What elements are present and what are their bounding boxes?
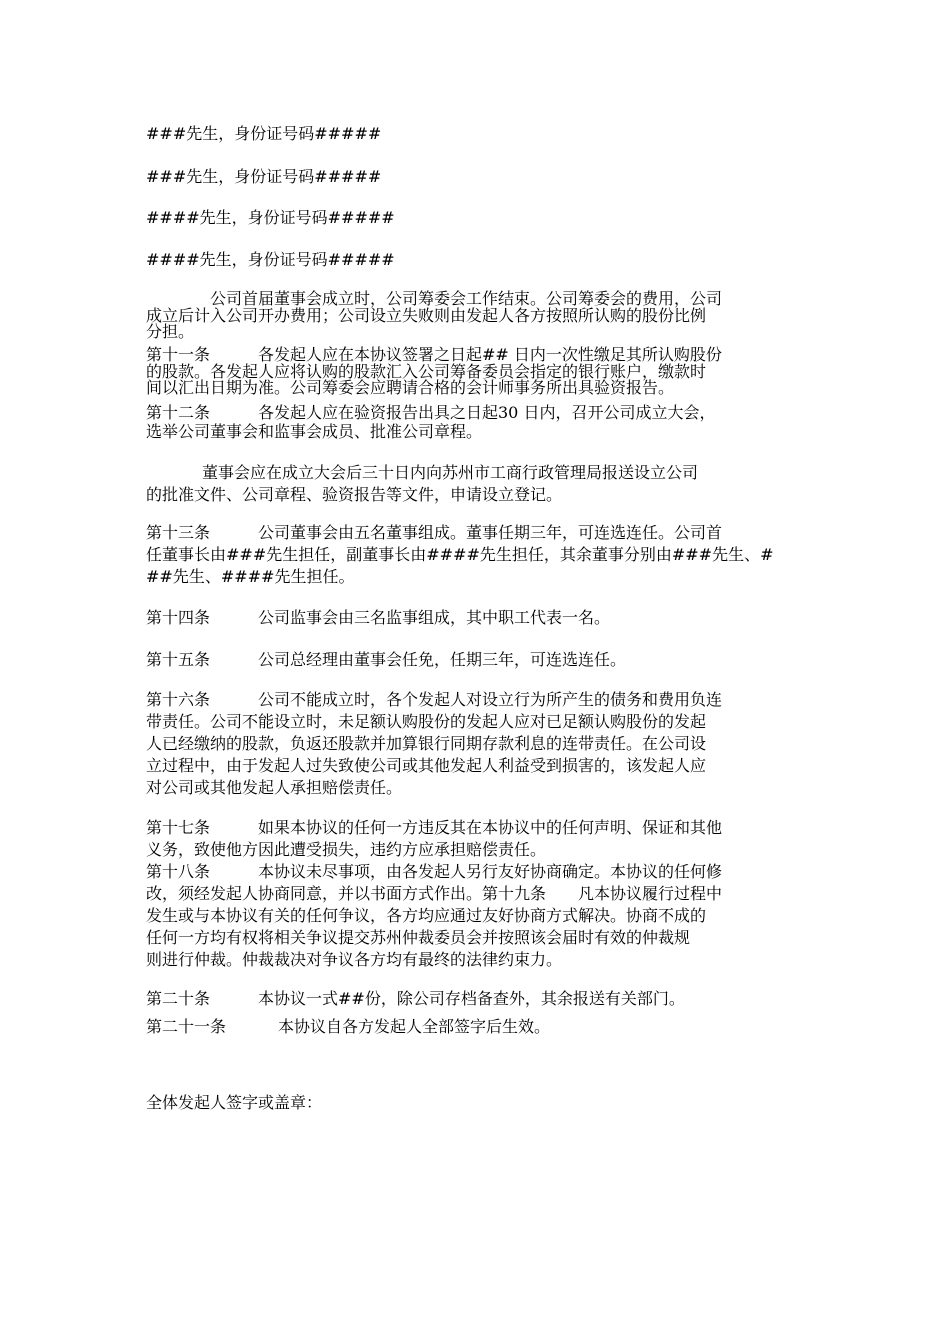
article-16: [146, 689, 808, 799]
paragraph-line: 分担。: [146, 322, 195, 341]
article-20: [146, 989, 685, 1009]
paragraph-line: 本协议未尽事项，由各发起人另行友好协商确定。本协议的任何修: [258, 862, 723, 881]
paragraph-line: 带责任。公司不能设立时，未足额认购股份的发起人应对已足额认购股份的发起: [146, 712, 707, 731]
paragraph-line: 人已经缴纳的股款，负返还股款并加算银行同期存款利息的连带责任。在公司设: [146, 734, 707, 753]
article-17: [146, 817, 808, 861]
paragraph-line: 成立后计入公司开办费用；公司设立失败则由发起人各方按照所认购的股份比例: [146, 305, 707, 325]
board-cost-paragraph: [146, 291, 808, 341]
article-number: 第二十一条: [146, 1017, 227, 1036]
paragraph-line: 的股款。各发起人应将认购的股款汇入公司筹备委员会指定的银行账户，缴款时: [146, 361, 707, 381]
paragraph-line: 各发起人应在本协议签署之日起## 日内一次性缴足其所认购股份: [258, 345, 722, 364]
article-text: 公司监事会由三名监事组成，其中职工代表一名。: [258, 608, 611, 627]
paragraph-line: 立过程中，由于发起人过失致使公司或其他发起人利益受到损害的，该发起人应: [146, 756, 707, 775]
paragraph-line: 间以汇出日期为准。公司筹委会应聘请合格的会计师事务所出具验资报告。: [146, 378, 675, 397]
article-number: 第十八条: [146, 862, 211, 881]
article-13: [146, 522, 808, 588]
article-number: 第十六条: [146, 690, 211, 709]
signature-label: 全体发起人签字或盖章：: [146, 1093, 323, 1112]
article-number: 第十七条: [146, 818, 211, 837]
article-number: 第十三条: [146, 523, 211, 542]
article-number: 第十四条: [146, 608, 211, 627]
person-line-2: ###先生，身份证号码#####: [146, 167, 382, 186]
article-text: 本协议自各方发起人全部签字后生效。: [278, 1017, 551, 1036]
article-text: 公司总经理由董事会任免，任期三年，可连选连任。: [258, 650, 627, 669]
paragraph-line: 义务，致使他方因此遭受损失，违约方应承担赔偿责任。: [146, 840, 547, 859]
person-line-3: ####先生，身份证号码#####: [146, 208, 395, 227]
paragraph-line: 董事会应在成立大会后三十日内向苏州市工商行政管理局报送设立公司: [202, 463, 699, 482]
article-text: 本协议一式##份，除公司存档备查外，其余报送有关部门。: [258, 989, 685, 1008]
article-number: 第十一条: [146, 345, 211, 364]
registration-paragraph: [146, 462, 808, 506]
paragraph-line: 选举公司董事会和监事会成员、批准公司章程。: [146, 422, 483, 441]
paragraph-line: 则进行仲裁。仲裁裁决对争议各方均有最终的法律约束力。: [146, 950, 563, 969]
article-15: [146, 650, 626, 670]
paragraph-line: 公司董事会由五名董事组成。董事任期三年，可连选连任。公司首: [258, 523, 723, 542]
paragraph-line: 公司首届董事会成立时，公司筹委会工作结束。公司筹委会的费用，公司: [210, 289, 723, 308]
article-12: [146, 403, 808, 441]
article-14: [146, 608, 610, 628]
paragraph-line: 对公司或其他发起人承担赔偿责任。: [146, 778, 403, 797]
paragraph-line: 改，须经发起人协商同意，并以书面方式作出。第十九条 凡本协议履行过程中: [146, 884, 723, 903]
article-number: 第十二条: [146, 403, 211, 422]
article-21: [146, 1017, 550, 1037]
paragraph-line: 的批准文件、公司章程、验资报告等文件，申请设立登记。: [146, 485, 563, 504]
person-line-4: ####先生，身份证号码#####: [146, 250, 395, 269]
article-18: [146, 861, 808, 971]
paragraph-line: ##先生、####先生担任。: [146, 567, 355, 586]
paragraph-line: 公司不能成立时，各个发起人对设立行为所产生的债务和费用负连: [258, 690, 723, 709]
article-number: 第二十条: [146, 989, 211, 1008]
paragraph-line: 各发起人应在验资报告出具之日起30 日内，召开公司成立大会，: [258, 403, 716, 422]
article-11: [146, 347, 808, 397]
paragraph-line: 任何一方均有权将相关争议提交苏州仲裁委员会并按照该会届时有效的仲裁规: [146, 928, 691, 947]
paragraph-line: 如果本协议的任何一方违反其在本协议中的任何声明、保证和其他: [258, 818, 723, 837]
paragraph-line: 任董事长由###先生担任，副董事长由####先生担任，其余董事分别由###先生、#: [146, 545, 774, 564]
person-line-1: ###先生，身份证号码#####: [146, 124, 382, 143]
article-number: 第十五条: [146, 650, 211, 669]
paragraph-line: 发生或与本协议有关的任何争议，各方均应通过友好协商方式解决。协商不成的: [146, 906, 707, 925]
